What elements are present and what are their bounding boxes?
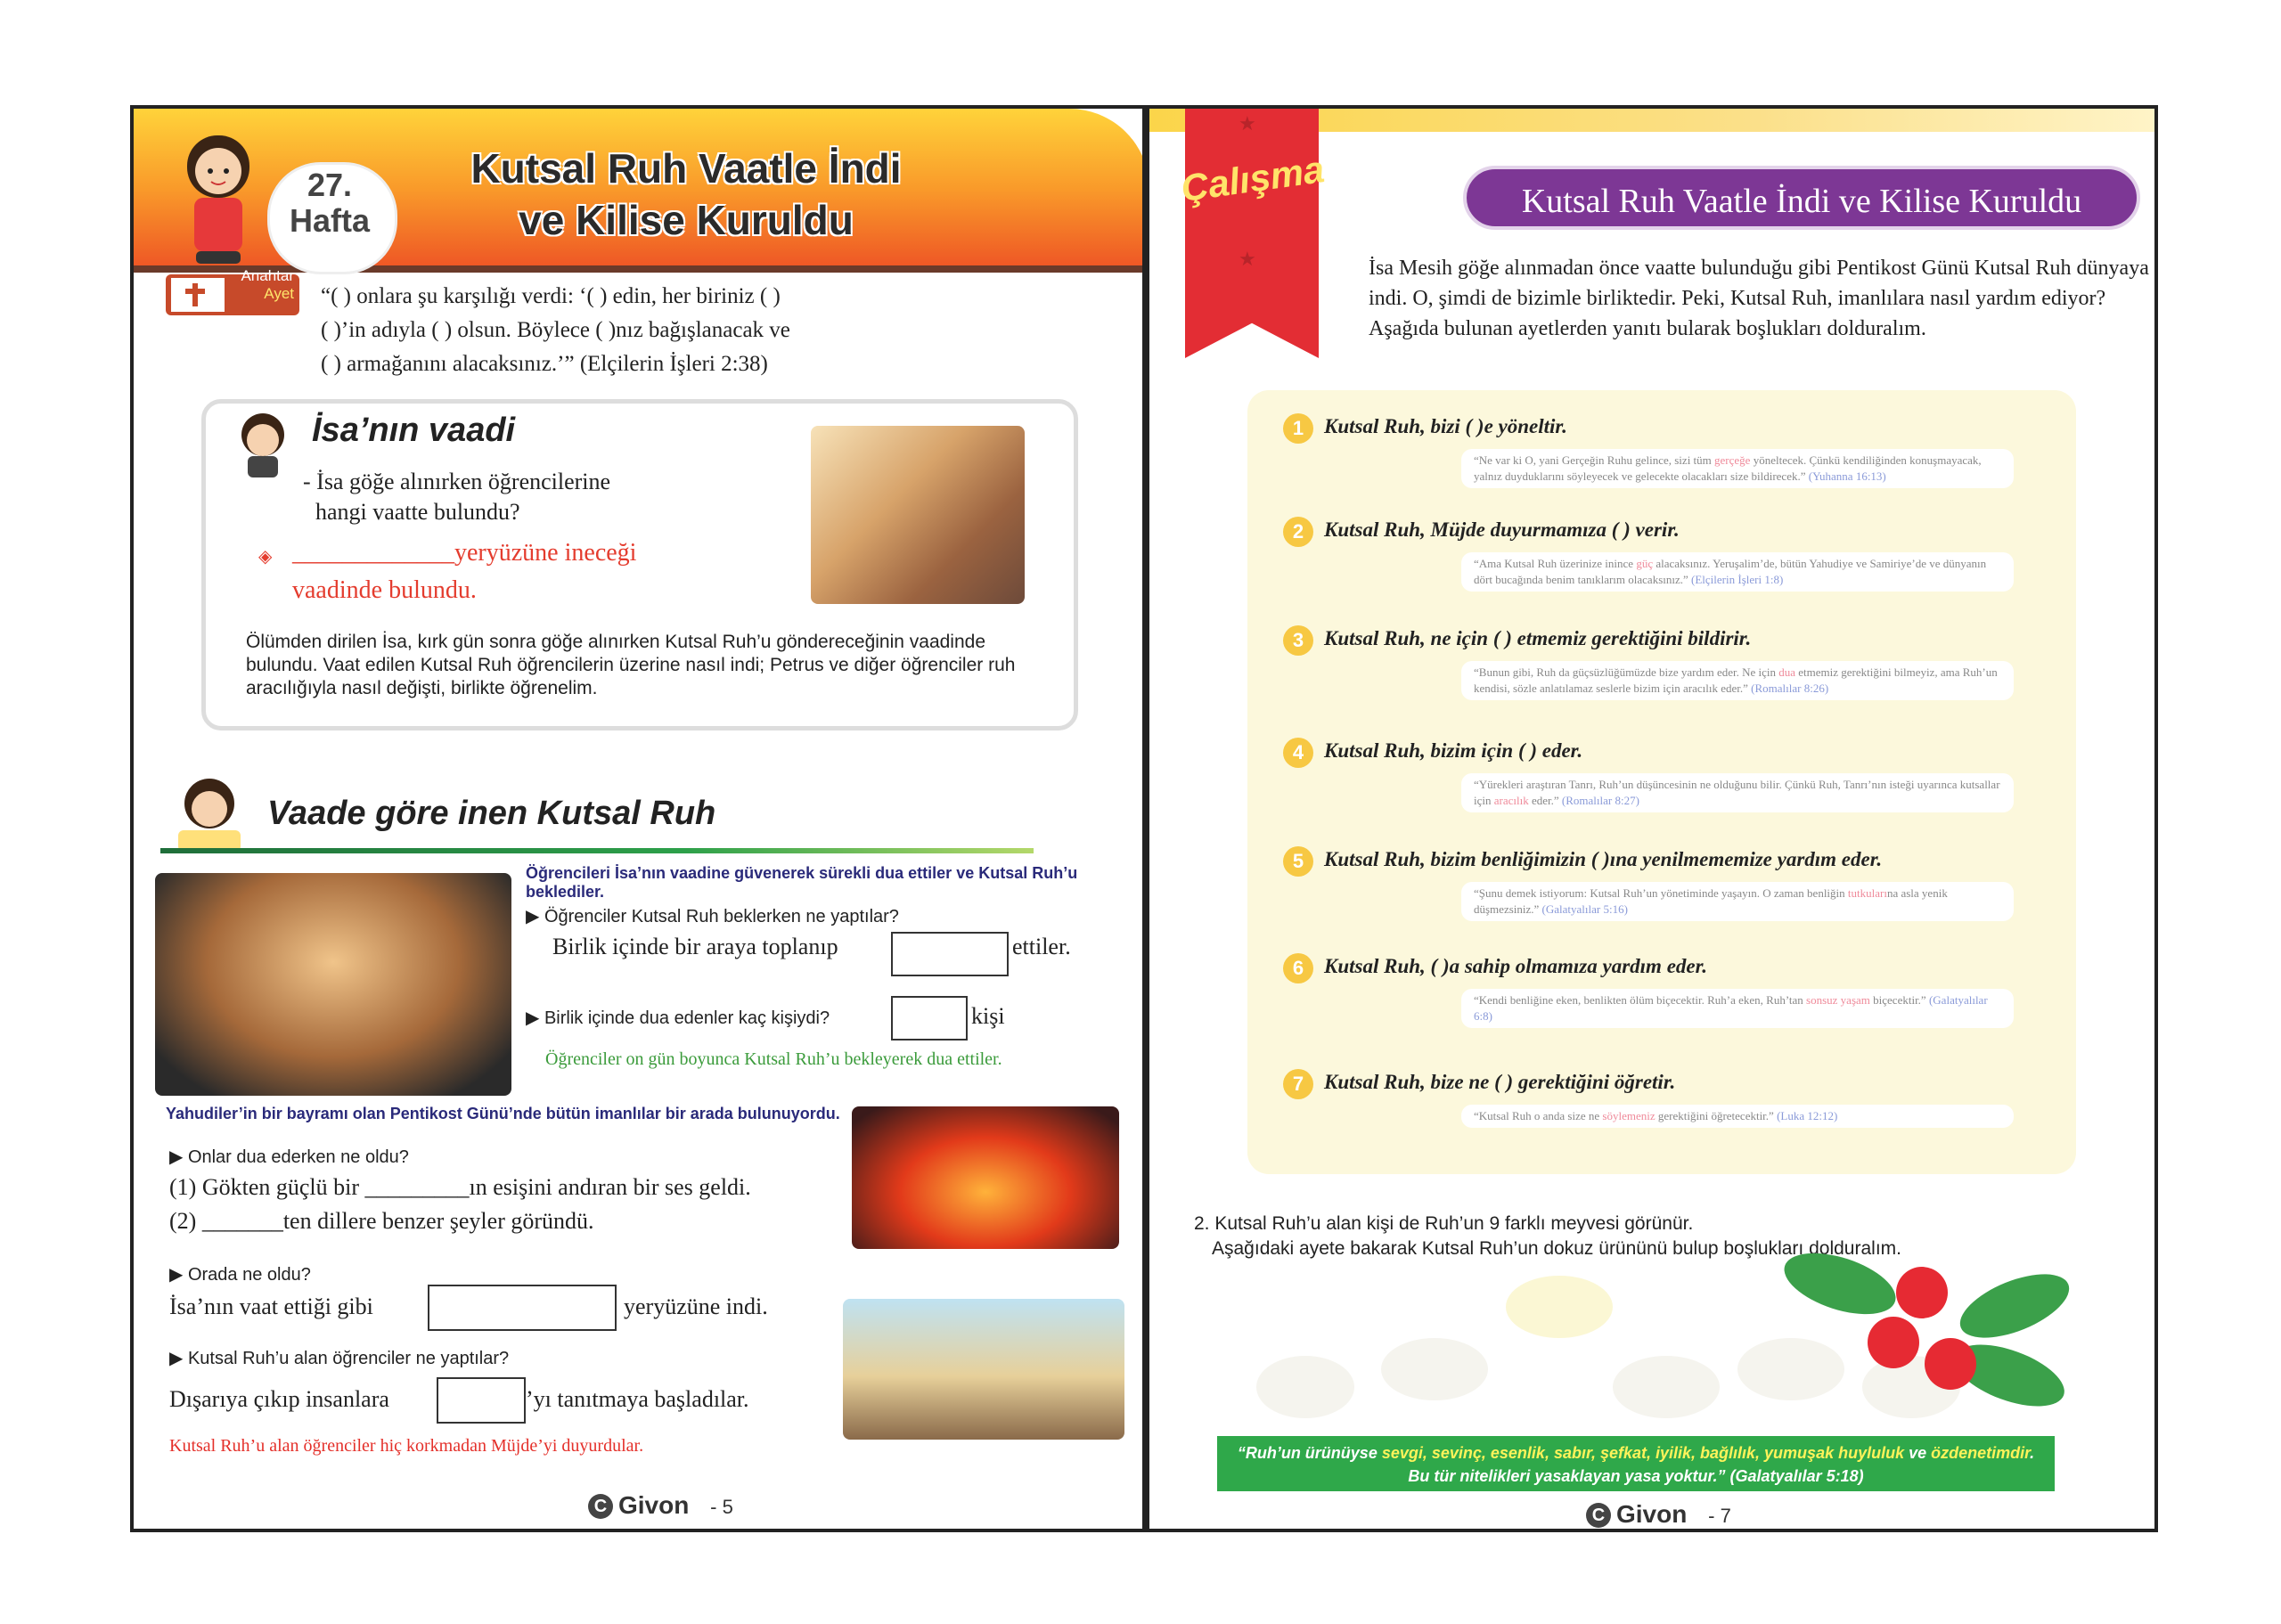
exercise-title: Kutsal Ruh Vaatle İndi ve Kilise Kuruldu bbox=[1463, 166, 2140, 230]
promise-title: İsa’nın vaadi bbox=[312, 412, 516, 449]
question-4: ▶ Orada ne oldu? bbox=[169, 1265, 311, 1285]
answer-4-suffix: yeryüzüne indi. bbox=[624, 1293, 768, 1319]
answer-3-line-2: (2) _______ten dillere benzer şeyler göründü. bbox=[169, 1208, 594, 1234]
item-number-icon: 3 bbox=[1283, 625, 1313, 656]
item-sentence[interactable]: Kutsal Ruh, ( )a sahip olmamıza yardım eder. bbox=[1324, 955, 1708, 977]
item-verse: “Ne var ki O, yani Gerçeğin Ruhu gelince, sizi tüm gerçeğe yöneltecek. Çünkü kendiliğinden konuşmayacak, yalnız duyduklarını söyleyecek ve gelecekte olacakları size bildirecek.” (Yuhanna 16:13) bbox=[1461, 449, 2014, 488]
star-icon: ★ bbox=[1239, 248, 1256, 270]
question-1: ▶ Öğrenciler Kutsal Ruh beklerken ne yaptılar? bbox=[526, 907, 899, 926]
item-number-icon: 5 bbox=[1283, 846, 1313, 877]
key-verse: “( ) onlara şu karşılığı verdi: ‘( ) edin, her biriniz ( ) ( )’in adıyla ( ) olsun. Böylece ( )nız bağışlanacak ve ( ) armağanını alacaksınız.’” (Elçilerin İşleri 2:38) bbox=[321, 284, 790, 376]
girl-illustration bbox=[169, 126, 267, 269]
berry-decoration bbox=[1868, 1317, 1919, 1368]
answer-1-suffix: ettiler. bbox=[1012, 934, 1071, 959]
question-2: 2. Kutsal Ruh’u alan kişi de Ruh’un 9 farklı meyvesi görünür. Aşağıdaki ayete bakarak Kutsal Ruh’un dokuz ürününü bulup boşlukları dolduralım. bbox=[1194, 1213, 1901, 1259]
page-footer: C Givon - 5 bbox=[588, 1491, 733, 1520]
item-number-icon: 7 bbox=[1283, 1069, 1313, 1099]
item-sentence[interactable]: Kutsal Ruh, ne için ( ) etmemiz gerektiğini bildirir. bbox=[1324, 627, 1752, 649]
promise-question: - İsa göğe alınırken öğrencilerine hangi vaatte bulundu? bbox=[303, 469, 611, 525]
item-sentence[interactable]: Kutsal Ruh, bizi ( )e yöneltir. bbox=[1324, 415, 1567, 437]
copyright-icon: C bbox=[1586, 1503, 1611, 1528]
fruit-blank[interactable] bbox=[1737, 1338, 1844, 1400]
answer-2-input[interactable] bbox=[891, 996, 968, 1041]
fruit-blank[interactable] bbox=[1506, 1276, 1613, 1338]
ribbon-label: Çalışma bbox=[1178, 148, 1327, 209]
right-page bbox=[1146, 105, 2158, 1532]
star-icon: ★ bbox=[1239, 112, 1256, 135]
page-title: Kutsal Ruh Vaatle İndi ve Kilise Kuruldu bbox=[470, 145, 902, 243]
item-verse: “Şunu demek istiyorum: Kutsal Ruh’un yönetiminde yaşayın. O zaman benliğin tutkularına asla yenik düşmezsiniz.” (Galatyalılar 5:16) bbox=[1461, 882, 2014, 921]
leaf-decoration bbox=[1951, 1261, 2078, 1351]
item-number-icon: 1 bbox=[1283, 413, 1313, 444]
green-note: Öğrenciler on gün boyunca Kutsal Ruh’u bekleyerek dua ettiler. bbox=[545, 1049, 1002, 1069]
item-verse: “Kutsal Ruh o anda size ne söylemeniz gerektiğini öğretecektir.” (Luka 12:12) bbox=[1461, 1105, 2014, 1128]
item-sentence[interactable]: Kutsal Ruh, Müjde duyurmamıza ( ) verir. bbox=[1324, 518, 1680, 541]
key-verse-label: Anahtar Ayet bbox=[241, 267, 294, 302]
answer-1-input[interactable] bbox=[891, 932, 1009, 976]
pentecost-note: Yahudiler’in bir bayramı olan Pentikost Günü’nde bütün imanlılar bir arada bulunuyordu. bbox=[166, 1105, 840, 1122]
promise-answer: _____________yeryüzüne ineceği vaadinde bulundu. bbox=[292, 539, 637, 604]
question-2: ▶ Birlik içinde dua edenler kaç kişiydi? bbox=[526, 1008, 830, 1028]
ribbon-banner bbox=[1185, 109, 1319, 358]
section-underline bbox=[160, 848, 1034, 853]
berry-decoration bbox=[1896, 1267, 1948, 1318]
answer-5-suffix: ’yı tanıtmaya başladılar. bbox=[526, 1386, 749, 1412]
item-sentence[interactable]: Kutsal Ruh, bize ne ( ) gerektiğini öğretir. bbox=[1324, 1071, 1676, 1093]
red-note: Kutsal Ruh’u alan öğrenciler hiç korkmadan Müjde’yi duyurdular. bbox=[169, 1436, 644, 1456]
exercise-intro: İsa Mesih göğe alınmadan önce vaatte bulunduğu gibi Pentikost Günü Kutsal Ruh dünyaya indi. O, şimdi de bizimle birliktedir. Peki, Kutsal Ruh, imanlılara nasıl yardım ediyor? Aşağıda bulunan ayetlerden yanıtı bularak boşlukları dolduralım. bbox=[1369, 257, 2149, 340]
fruit-blank[interactable] bbox=[1381, 1338, 1488, 1400]
answer-5-input[interactable] bbox=[437, 1377, 526, 1424]
diamond-bullet-icon: ◈ bbox=[258, 547, 273, 567]
answer-4-prefix: İsa’nın vaat ettiği gibi bbox=[169, 1293, 373, 1319]
section-title: Vaade göre inen Kutsal Ruh bbox=[267, 795, 716, 832]
copyright-icon: C bbox=[588, 1494, 613, 1519]
left-page bbox=[130, 105, 1146, 1532]
galatians-verse-bar: “Ruh’un ürünüyse sevgi, sevinç, esenlik, sabır, şefkat, iyilik, bağlılık, yumuşak huyluluk ve özdenetimdir. Bu tür nitelikleri yasaklayan yasa yoktur.” (Galatyalılar 5:18) bbox=[1217, 1436, 2055, 1491]
fruit-blank[interactable] bbox=[1613, 1356, 1720, 1418]
item-number-icon: 6 bbox=[1283, 953, 1313, 983]
fire-tongues-illustration bbox=[852, 1106, 1119, 1249]
item-verse: “Bunun gibi, Ruh da güçsüzlüğümüzde bize yardım eder. Ne için dua etmemiz gerektiğini bilmeyiz, ama Ruh’un kendisi, sözle anlatılamaz seslerle bizim için aracılık eder.” (Romalılar 8:26) bbox=[1461, 661, 2014, 700]
answer-2-suffix: kişi bbox=[971, 1003, 1005, 1029]
item-verse: “Ama Kutsal Ruh üzerinize inince güç alacaksınız. Yeruşalim’de, bütün Yahudiye ve Samiriye’de ve dünyanın dört bucağında benim tanıklarım olacaksınız.” (Elçilerin İşleri 1:8) bbox=[1461, 552, 2014, 592]
item-verse: “Yürekleri araştıran Tanrı, Ruh’un düşüncesinin ne olduğunu bilir. Çünkü Ruh, Tanrı’nın isteği uyarınca kutsallar için aracılık eder.” (Romalılar 8:27) bbox=[1461, 773, 2014, 812]
question-5: ▶ Kutsal Ruh’u alan öğrenciler ne yaptılar? bbox=[169, 1349, 510, 1368]
fruit-blank[interactable] bbox=[1256, 1356, 1354, 1418]
week-number: 27. Hafta bbox=[289, 167, 371, 239]
item-verse: “Kendi benliğine eken, benlikten ölüm biçecektir. Ruh’a eken, Ruh’tan sonsuz yaşam biçecektir.” (Galatyalılar 6:8) bbox=[1461, 989, 2014, 1028]
item-sentence[interactable]: Kutsal Ruh, bizim için ( ) eder. bbox=[1324, 739, 1583, 762]
answer-3-line-1: (1) Gökten güçlü bir _________ın esişini andıran bir ses geldi. bbox=[169, 1174, 751, 1200]
answer-4-input[interactable] bbox=[428, 1285, 617, 1331]
promise-paragraph: Ölümden dirilen İsa, kırk gün sonra göğe alınırken Kutsal Ruh’u göndereceğinin vaadinde bulundu. Vaat edilen Kutsal Ruh öğrencilerin üzerine nasıl indi; Petrus ve diğer öğrenciler ruh aracılığıyla nasıl değişti, birlikte öğrenelim. bbox=[246, 632, 1016, 698]
boy-icon bbox=[232, 408, 294, 479]
item-number-icon: 2 bbox=[1283, 517, 1313, 547]
item-sentence[interactable]: Kutsal Ruh, bizim benliğimizin ( )ına yenilmememize yardım eder. bbox=[1324, 848, 1883, 870]
item-number-icon: 4 bbox=[1283, 738, 1313, 768]
berry-decoration bbox=[1925, 1338, 1976, 1390]
jesus-ascension-illustration bbox=[811, 426, 1025, 604]
disciples-praying-illustration bbox=[155, 873, 511, 1096]
answer-5-prefix: Dışarıya çıkıp insanlara bbox=[169, 1386, 389, 1412]
answer-1-prefix: Birlik içinde bir araya toplanıp bbox=[552, 934, 838, 959]
girl-writing-icon bbox=[160, 775, 258, 855]
question-3: ▶ Onlar dua ederken ne oldu? bbox=[169, 1147, 409, 1167]
page-footer: C Givon - 7 bbox=[1586, 1500, 1731, 1529]
disciples-preaching-illustration bbox=[843, 1299, 1124, 1440]
section-note: Öğrencileri İsa’nın vaadine güvenerek sürekli dua ettiler ve Kutsal Ruh’u beklediler. bbox=[526, 864, 1078, 901]
